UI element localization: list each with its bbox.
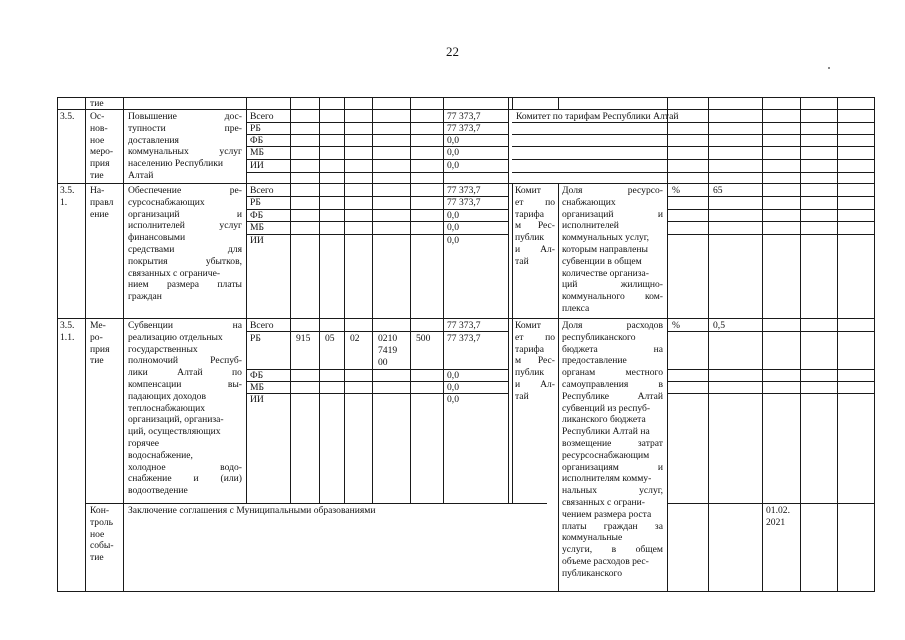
target-value: 65 [713,185,723,196]
amount-ii: 0,0 [447,394,459,405]
row-number: 3.5. [60,111,75,122]
source-ii: ИИ [250,394,264,405]
kbk-pr: 02 [350,333,360,344]
row-type: Ос- нов- ное меро- прия тие [90,111,114,181]
kbk-csr: 0210 7419 00 [378,333,398,368]
amount-total: 77 373,7 [447,111,481,122]
executor: Комит ет по тарифа м Рес- публик и Ал- тай [515,320,555,402]
amount-mb: 0,0 [447,147,459,158]
kbk-rz: 05 [325,333,335,344]
unit: % [672,185,680,196]
amount-fb: 0,0 [447,370,459,381]
kbk-grbs: 915 [296,333,311,344]
amount-rb: 77 373,7 [447,197,481,208]
control-event-date: 01.02. 2021 [766,505,790,528]
source-rb: РБ [250,123,261,134]
source-total: Всего [250,111,274,122]
executor: Комит ет по тарифа м Рес- публик и Ал- тай [515,185,555,267]
source-ii: ИИ [250,160,264,171]
source-mb: МБ [250,222,265,233]
source-fb: ФБ [250,135,264,146]
row-type: Ме- ро- прия тие [90,320,110,367]
amount-rb: 77 373,7 [447,333,481,344]
target-value: 0,5 [713,320,725,331]
indicator-name: Доля расходов республиканского бюджета на предоставление органам местного самоуправления в Республике Алтай субвенций из респуб- ликанского бюджета Республики Алтай на возмещение затрат ресурсоснабжающим организациям и исполнителям комму- нальных услуг, связанных с ограни- чением размера роста платы граждан за коммунальные услуги, в общем объеме расходов рес- публиканского [562,320,663,579]
row-type: Кон- троль ное собы- тие [90,505,114,564]
amount-fb: 0,0 [447,135,459,146]
amount-mb: 0,0 [447,222,459,233]
indicator-name: Доля ресурсо- снабжающих организаций и исполнителей коммунальных услуг, которым направлены субвенции в общем количестве организа- ций жилищно- коммунального ком- плекса [562,185,663,314]
kbk-vr: 500 [416,333,431,344]
control-event-description: Заключение соглашения с Муниципальными образованиями [128,505,376,516]
scan-speck [828,67,830,69]
executor: Комитет по тарифам Республики Алтай [516,111,679,122]
amount-total: 77 373,7 [447,320,481,331]
source-rb: РБ [250,333,261,344]
source-mb: МБ [250,147,265,158]
source-rb: РБ [250,197,261,208]
page-number: 22 [446,44,459,59]
source-total: Всего [250,185,274,196]
measure-name: Субвенции на реализацию отдельных государственных полномочий Респуб- лики Алтай по компенсации вы- падающих доходов теплоснабжающих организаций, организа- ций, осуществляющих горячее водоснабжение, холодное водо- снабжение и (или) водоотведение [128,320,242,497]
amount-fb: 0,0 [447,210,459,221]
measure-name: Обеспечение ре- сурсоснабжающих организаций и исполнителей услуг финансовыми средствами для покрытия убытков, связанных с ограниче- нием размера платы граждан [128,185,242,303]
source-fb: ФБ [250,370,264,381]
measure-name: Повышение дос- тупности пре- доставления коммунальных услуг населению Республики Алтай [128,111,242,181]
amount-rb: 77 373,7 [447,123,481,134]
amount-ii: 0,0 [447,235,459,246]
source-mb: МБ [250,382,265,393]
unit: % [672,320,680,331]
row-type: На- правл ение [90,185,114,220]
source-total: Всего [250,320,274,331]
row-number: 3.5. 1.1. [60,320,75,343]
amount-ii: 0,0 [447,160,459,171]
previous-row-tail: тие [90,98,104,109]
row-number: 3.5. 1. [60,185,75,208]
amount-total: 77 373,7 [447,185,481,196]
source-ii: ИИ [250,235,264,246]
source-fb: ФБ [250,210,264,221]
amount-mb: 0,0 [447,382,459,393]
